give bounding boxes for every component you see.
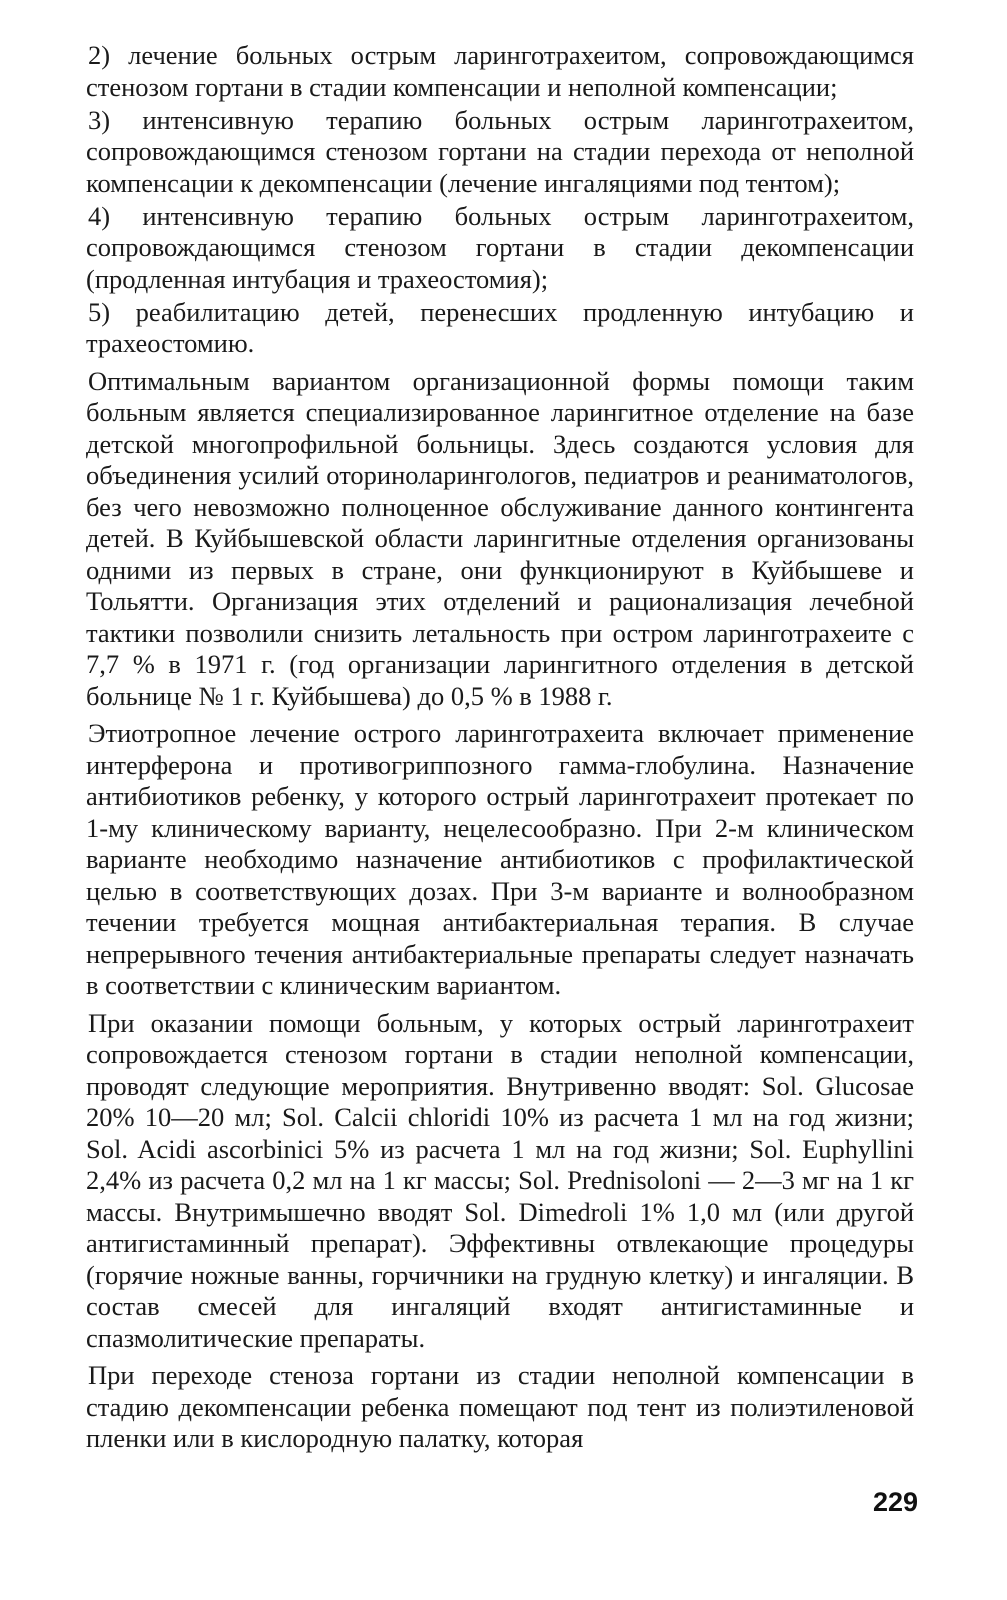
list-item-4: 4) интенсивную терапию больных острым ларинготрахеитом, сопровождающимся стенозом гортани в стадии декомпенсации (продленная интубация и трахеостомия); <box>86 200 914 294</box>
page-number: 229 <box>872 1487 918 1517</box>
paragraph-decompensation: При переходе стеноза гортани из стадии неполной компенсации в стадию декомпенсации ребенка помещают под тент из полиэтиленовой пленки или в кислородную палатку, которая <box>86 1360 914 1453</box>
paragraph-organization: Оптимальным вариантом организационной формы помощи таким больным является специализированное ларингитное отделение на базе детской многопрофильной больницы. Здесь создаются условия для объединения усилий оториноларингологов, педиатров и реаниматологов, без чего невозможно полноценное обслуживание данного контингента детей. В Куйбышевской области ларингитные отделения организованы одними из первых в стране, они функционируют в Куйбышеве и Тольятти. Организация этих отделений и рационализация лечебной тактики позволили снизить летальность при остром ларинготрахеите с 7,7 % в 1971 г. (год организации ларингитного отделения в детской больнице № 1 г. Куйбышева) до 0,5 % в 1988 г. <box>86 365 914 711</box>
paragraph-etiotropic-treatment: Этиотропное лечение острого ларинготрахеита включает применение интерферона и противогриппозного гамма-глобулина. Назначение антибиотиков ребенку, у которого острый ларинготрахеит протекает по 1-му клиническому варианту, нецелесообразно. При 2-м клиническом варианте необходимо назначение антибиотиков с профилактической целью в соответствующих дозах. При 3-м варианте и волнообразном течении требуется мощная антибактериальная терапия. В случае непрерывного течения антибактериальные препараты следует назначать в соответствии с клиническим вариантом. <box>86 718 914 1000</box>
list-item-2: 2) лечение больных острым ларинготрахеитом, сопровождающимся стенозом гортани в стадии компенсации и неполной компенсации; <box>86 40 914 102</box>
list-item-5: 5) реабилитацию детей, перенесших продленную интубацию и трахеостомию. <box>86 296 914 358</box>
paragraph-incomplete-compensation: При оказании помощи больным, у которых острый ларинготрахеит сопровождается стенозом гортани в стадии неполной компенсации, проводят следующие мероприятия. Внутривенно вводят: Sol. Glucosae 20% 10—20 мл; Sol. Calcii chloridi 10% из расчета 1 мл на год жизни; Sol. Acidi ascorbinici 5% из расчета 1 мл на год жизни; Sol. Euphyllini 2,4% из расчета 0,2 мл на 1 кг массы; Sol. Prednisoloni — 2—3 мг на 1 кг массы. Внутримышечно вводят Sol. Dimedroli 1% 1,0 мл (или другой антигистаминный препарат). Эффективны отвлекающие процедуры (горячие ножные ванны, горчичники на грудную клетку) и ингаляции. В состав смесей для ингаляций входят антигистаминные и спазмолитические препараты. <box>86 1007 914 1353</box>
page-body <box>86 40 914 1455</box>
list-item-3: 3) интенсивную терапию больных острым ларинготрахеитом, сопровождающимся стенозом гортани на стадии перехода от неполной компенсации к декомпенсации (лечение ингаляциями под тентом); <box>86 104 914 198</box>
